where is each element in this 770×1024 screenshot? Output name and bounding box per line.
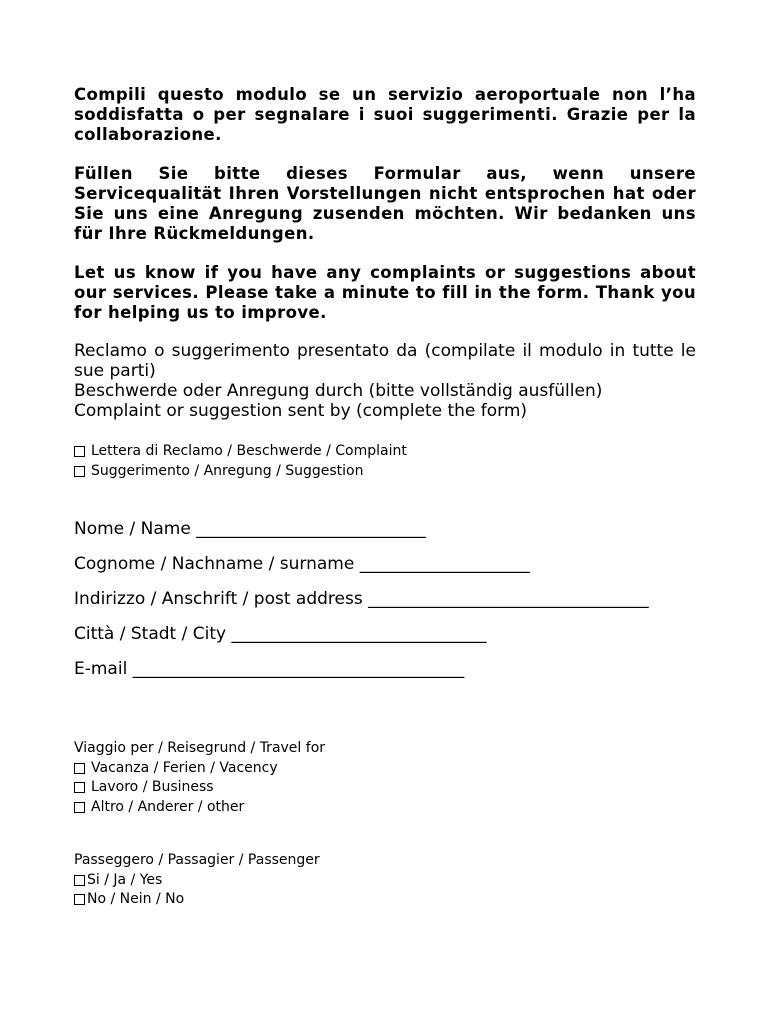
contact-fields [74,519,696,694]
travel-option-business[interactable] [74,778,696,798]
travel-option-label: Lavoro / Business [91,779,214,795]
sent-by-block [74,341,696,421]
complaint-form-page [74,85,696,910]
passenger-option-label: Si / Ja / Yes [87,871,163,888]
travel-option-label: Altro / Anderer / other [91,798,245,815]
travel-section [74,739,696,817]
travel-option-other[interactable] [74,798,696,818]
option-complaint-label: Lettera di Reclamo / Beschwerde / Complaint [91,443,407,459]
passenger-label: Passeggero / Passagier / Passenger [74,852,320,868]
passenger-option-label: No / Nein / No [87,891,185,907]
checkbox-icon[interactable] [74,466,85,477]
passenger-option-no[interactable] [74,890,696,910]
travel-option-label: Vacanza / Ferien / Vacency [91,759,278,776]
type-options [74,441,696,481]
option-suggestion-label: Suggerimento / Anregung / Suggestion [91,463,364,479]
checkbox-icon[interactable] [74,875,85,886]
passenger-option-yes[interactable] [74,871,696,891]
intro-german: Füllen Sie bitte dieses Formular aus, wenn unsere Servicequalität Ihren Vorstellungen nicht entsprochen hat oder Sie uns eine Anregung zusenden möchten. Wir bedanken uns für Ihre Rückmeldungen. [74,164,696,243]
sent-by-german: Beschwerde oder Anregung durch (bitte vollständig ausfüllen) [74,381,603,401]
travel-label: Viaggio per / Reisegrund / Travel for [74,740,326,756]
checkbox-icon[interactable] [74,782,85,793]
checkbox-icon[interactable] [74,802,85,813]
option-suggestion[interactable] [74,461,696,481]
checkbox-icon[interactable] [74,446,85,457]
surname-field[interactable]: Cognome / Nachname / surname ____________________ [74,554,530,574]
city-field[interactable]: Città / Stadt / City ______________________________ [74,624,487,644]
name-field[interactable]: Nome / Name ___________________________ [74,519,426,539]
option-complaint[interactable] [74,441,696,461]
sent-by-english: Complaint or suggestion sent by (complete the form) [74,401,528,421]
checkbox-icon[interactable] [74,763,85,774]
intro-italian: Compili questo modulo se un servizio aeroportuale non l’ha soddisfatta o per segnalare i suoi suggerimenti. Grazie per la collaborazione. [74,85,696,144]
sent-by-italian: Reclamo o suggerimento presentato da (compilate il modulo in tutte le sue parti) [74,341,696,381]
intro-english: Let us know if you have any complaints or suggestions about our services. Please take a minute to fill in the form. Thank you for helping us to improve. [74,263,696,322]
travel-option-vacation[interactable] [74,759,696,779]
address-field[interactable]: Indirizzo / Anschrift / post address _________________________________ [74,589,649,609]
checkbox-icon[interactable] [74,894,85,905]
passenger-section [74,851,696,910]
email-field[interactable]: E-mail _______________________________________ [74,659,465,679]
